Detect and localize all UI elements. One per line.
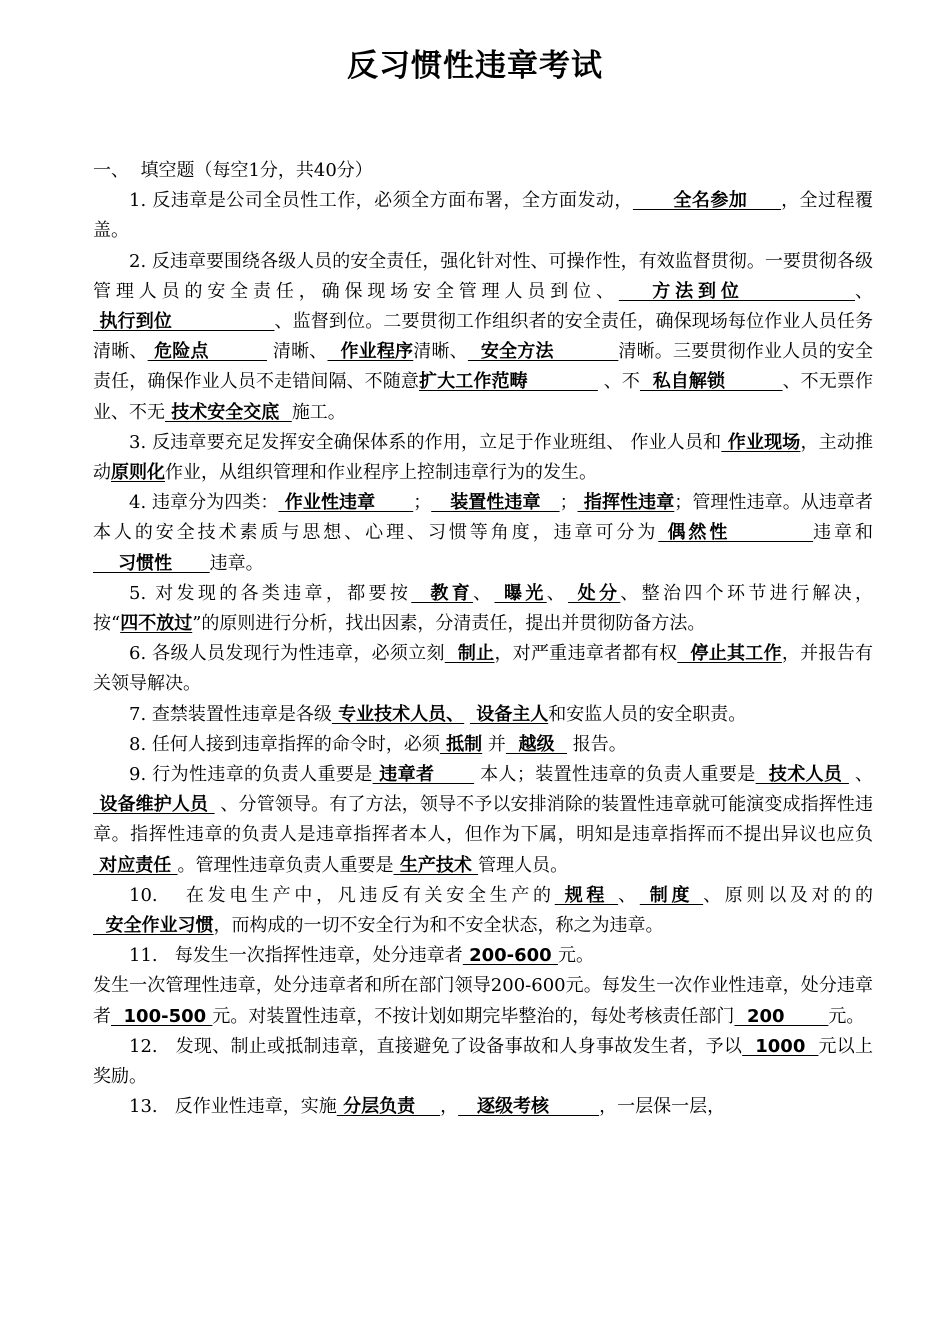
question-12: 12. 发现、制止或抵制违章，直接避免了设备事故和人身事故发生者，予以 1000 元以上奖励。: [93, 1035, 874, 1088]
answer-blank[interactable]: 专业技术人员、: [331, 703, 465, 725]
answer-blank[interactable]: 安全方法: [467, 341, 619, 363]
answer-blank[interactable]: 原则化: [111, 462, 165, 484]
answer-blank[interactable]: 200-600: [462, 945, 558, 967]
answer-blank[interactable]: 作业程序: [327, 341, 414, 363]
answer-blank[interactable]: 越级: [505, 733, 567, 755]
exam-body: [93, 156, 873, 1123]
answer-blank[interactable]: 作业性违章: [278, 492, 414, 514]
question-11-continued: 发生一次管理性违章，处分违章者和所在部门领导200-600元。每发生一次作业性违章，处分违章者 100-500 元。对装置性违章，不按计划如期完毕整治的，每处考核责任部门 200 元。: [93, 975, 873, 1027]
answer-blank[interactable]: 全名参加: [632, 190, 782, 212]
question-9: 9. 行为性违章的负责人重要是 违章者 本人；装置性违章的负责人重要是 技术人员 、 设备维护人员 、分管领导。有了方法，领导不予以安排消除的装置性违章就可能演变成指挥性违章。指挥性违章的负责人是违章指挥者本人，但作为下属，明知是违章指挥而不提出异议也应负 对应责任 。管理性违章负责人重要是 生产技术 管理人员。: [93, 764, 873, 876]
question-13: 13. 反作业性违章，实施 分层负责 ， 逐级考核 ，一层保一层，: [129, 1096, 726, 1118]
answer-blank[interactable]: 处分: [568, 582, 621, 604]
page-title: 反习惯性违章考试: [347, 48, 603, 84]
answer-blank[interactable]: 教育: [411, 582, 474, 604]
answer-blank[interactable]: 设备主人: [469, 703, 549, 725]
answer-blank[interactable]: 私自解锁: [639, 371, 783, 393]
answer-blank[interactable]: 规程: [554, 884, 619, 906]
answer-blank[interactable]: 作业现场: [721, 431, 801, 453]
answer-blank[interactable]: 对应责任: [93, 854, 178, 876]
answer-blank[interactable]: 制度: [639, 884, 704, 906]
answer-blank[interactable]: 抵制: [439, 733, 483, 755]
answer-blank[interactable]: 习惯性: [93, 552, 210, 574]
section-heading: 一、 填空题（每空1分，共40分）: [93, 160, 373, 181]
answer-blank[interactable]: 方法到位: [618, 280, 856, 302]
question-3: 3. 反违章要充足发挥安全确保体系的作用，立足于作业班组、 作业人员和 作业现场，主动推动原则化作业，从组织管理和作业程序上控制违章行为的发生。: [93, 431, 873, 484]
answer-blank[interactable]: 200: [734, 1005, 829, 1027]
answer-blank[interactable]: 曝光: [494, 582, 547, 604]
answer-blank[interactable]: 技术安全交底: [165, 401, 292, 423]
answer-blank[interactable]: 偶然性: [658, 522, 814, 544]
answer-blank[interactable]: 1000: [742, 1035, 819, 1057]
answer-blank[interactable]: 设备维护人员: [93, 794, 215, 816]
question-1: 1. 反违章是公司全员性工作，必须全方面布署，全方面发动， 全名参加 ，全过程覆盖。: [93, 190, 874, 242]
answer-blank[interactable]: 指挥性违章: [577, 492, 675, 514]
question-11: 11. 每发生一次指挥性违章，处分违章者 200-600 元。: [129, 945, 594, 967]
answer-blank[interactable]: 制止: [444, 643, 495, 665]
answer-blank[interactable]: 危险点: [147, 341, 267, 363]
answer-blank[interactable]: 分层负责: [336, 1096, 441, 1118]
answer-blank[interactable]: 100-500: [111, 1005, 213, 1027]
question-2: 2. 反违章要围绕各级人员的安全责任，强化针对性、可操作性，有效监督贯彻。一要贯彻各级管理人员的安全责任，确保现场安全管理人员到位、 方法到位 、 执行到位 、监督到位。二要贯彻工作组织者的安全责任，确保现场每位作业人员任务清晰、 危险点 清晰、 作业程序清晰、 安全方法 清晰。三要贯彻作业人员的安全责任，确保作业人员不走错间隔、不随意扩大工作范畴 、不 私自解锁 、不无票作业、不无 技术安全交底 施工。: [93, 250, 874, 423]
answer-blank[interactable]: 装置性违章: [431, 492, 560, 514]
answer-blank[interactable]: 生产技术: [393, 854, 479, 876]
answer-blank[interactable]: 扩大工作范畴: [419, 371, 598, 393]
question-10: 10. 在发电生产中，凡违反有关安全生产的 规程 、 制度 、原则以及对的的 安全作业习惯，而构成的一切不安全行为和不安全状态，称之为违章。: [93, 884, 873, 937]
question-5: 5. 对发现的各类违章，都要按 教育、 曝光、 处分、整治四个环节进行解决，按“四不放过”的原则进行分析，找出因素，分清责任，提出并贯彻防备方法。: [93, 582, 873, 635]
answer-blank[interactable]: 四不放过: [120, 613, 193, 635]
answer-blank[interactable]: 违章者: [372, 764, 475, 786]
question-6: 6. 各级人员发现行为性违章，必须立刻 制止，对严重违章者都有权 停止其工作，并报告有关领导解决。: [93, 643, 874, 695]
question-4: 4. 违章分为四类： 作业性违章 ； 装置性违章 ； 指挥性违章；管理性违章。从违章者本人的安全技术素质与思想、心理、习惯等角度，违章可分为 偶然性 违章和 习惯性 违章。: [93, 492, 873, 574]
answer-blank[interactable]: 执行到位: [93, 311, 275, 333]
question-7: 7. 查禁装置性违章是各级 专业技术人员、 设备主人和安监人员的安全职责。: [129, 703, 747, 725]
answer-blank[interactable]: 停止其工作: [677, 643, 782, 665]
question-8: 8. 任何人接到违章指挥的命令时，必须 抵制 并 越级 报告。: [129, 733, 627, 755]
answer-blank[interactable]: 技术人员: [755, 764, 849, 786]
answer-blank[interactable]: 逐级考核: [458, 1096, 600, 1118]
answer-blank[interactable]: 安全作业习惯: [93, 915, 214, 937]
